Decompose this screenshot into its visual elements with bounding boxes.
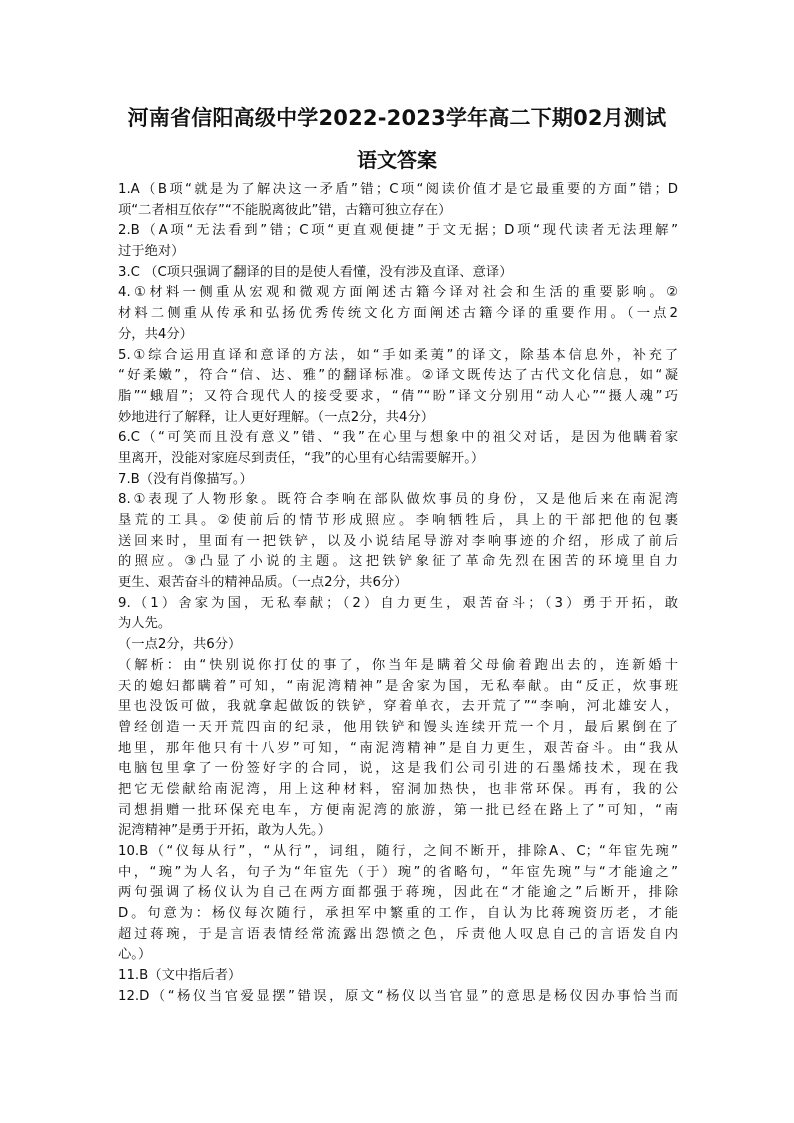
text-line: （一点2分，共6分） xyxy=(118,637,242,653)
text-line: 曾经创造一天开荒四亩的纪录，他用铁铲和馒头连续开荒一个月，最后累倒在了 xyxy=(118,719,678,735)
text-line: D。句意为：杨仪每次随行，承担军中繁重的工作，自认为比蒋琬资历老，才能 xyxy=(118,906,678,922)
text-line: 5.①综合运用直译和意译的方法，如“手如柔荑”的译文，除基本信息外，补充了 xyxy=(118,347,678,363)
text-line: 8.①表现了人物形象。既符合李响在部队做炊事员的身份，又是他后来在南泥湾 xyxy=(118,492,678,508)
text-line: 垦荒的工具。②使前后的情节形成照应。李响牺牲后，具上的干部把他的包裹 xyxy=(118,513,678,528)
text-line: 为人先。 xyxy=(118,616,172,632)
document-title: 河南省信阳高级中学2022-2023学年高二下期02月测试 xyxy=(127,106,667,130)
text-line: 1.A（B项“就是为了解决这一矛盾”错；C项“阅读价值才是它最重要的方面”错；D xyxy=(118,182,678,197)
text-line: 9.（1）舍家为国，无私奉献；（2）自力更生，艰苦奋斗；（3）勇于开拓，敢 xyxy=(118,595,678,611)
document-subtitle: 语文答案 xyxy=(357,148,437,172)
text-line: 过于绝对） xyxy=(118,244,185,260)
text-line: 送回来时，里面有一把铁铲，以及小说结尾导游对李响事迹的介绍，形成了前后 xyxy=(118,533,678,549)
text-line: “好柔嫩”，符合“信、达、雅”的翻译标准。②译文既传达了古代文化信息，如“凝 xyxy=(118,368,678,384)
text-line: 地里，那年他只有十八岁”可知，“南泥湾精神”是自力更生，艰苦奋斗。由“我从 xyxy=(118,740,678,756)
text-line: 3.C （C项只强调了翻译的目的是使人看懂，没有涉及直译、意译） xyxy=(118,264,513,280)
text-line: 的照应。③凸显了小说的主题。这把铁铲象征了革命先烈在困苦的环境里自力 xyxy=(118,554,678,570)
text-line: 司想捐赠一批环保充电车，方便南泥湾的旅游，第一批已经在路上了”可知，“南 xyxy=(118,802,678,818)
text-line: 天的媳妇都瞒着”可知，“南泥湾精神”是舍家为国，无私奉献。由“反正，炊事班 xyxy=(118,678,678,694)
answer-body xyxy=(118,180,678,1008)
text-line: 分，共4分） xyxy=(118,326,193,342)
text-line: 中，“琬”为人名，句子为“年宦先（于）琬”的省略句，“年宦先琬”与“才能逾之” xyxy=(118,864,678,880)
text-line: 更生、艰苦奋斗的精神品质。（一点2分，共6分） xyxy=(118,575,408,591)
text-line: （解析：由“快别说你打仗的事了，你当年是瞒着父母偷着跑出去的，连新婚十 xyxy=(118,657,678,673)
text-line: 11.B（文中指后者） xyxy=(118,968,242,984)
text-line: 12.D（“杨仪当官爱显摆”错误，原文“杨仪以当官显”的意思是杨仪因办事恰当而 xyxy=(118,988,678,1004)
text-line: 脂”“蛾眉”；又符合现代人的接受要求，“倩”“盼”译文分别用“动人心”“摄人魂”巧 xyxy=(118,388,678,404)
text-line: 2.B（A项“无法看到”错；C项“更直观便捷”于文无据；D项“现代读者无法理解” xyxy=(118,223,678,239)
text-line: 里离开，没能对家庭尽到责任，“我”的心里有心结需要解开。） xyxy=(118,450,485,466)
text-line: 超过蒋琬，于是言语表情经常流露出怨愤之色，斥责他人叹息自己的言语发自内 xyxy=(118,926,678,942)
text-line: 心。） xyxy=(118,947,152,963)
text-line: 7.B（没有肖像描写。） xyxy=(118,471,253,487)
text-line: 里也没饭可做，我就拿起做饭的铁铲，穿着单衣，去开荒了”“李响，河北雄安人， xyxy=(118,699,678,715)
text-line: 4.①材料一侧重从宏观和微观方面阐述古籍今译对社会和生活的重要影响。② xyxy=(118,285,678,301)
text-line: 把它无偿献给南泥湾，用上这种材料，窑洞加热快，也非常环保。再有，我的公 xyxy=(118,781,678,797)
text-line: 两句强调了杨仪认为自己在两方面都强于蒋琬，因此在“才能逾之”后断开，排除 xyxy=(118,885,678,901)
text-line: 材料二侧重从传承和弘扬优秀传统文化方面阐述古籍今译的重要作用。（一点2 xyxy=(118,306,678,322)
text-line: 项“二者相互依存”“不能脱离彼此”错，古籍可独立存在） xyxy=(118,202,452,218)
text-line: 10.B（“仪每从行”，“从行”，词组，随行，之间不断开，排除A、C；“年宦先琬” xyxy=(118,844,678,859)
text-line: 6.C（“可笑而且没有意义”错、“我”在心里与想象中的祖父对话，是因为他瞒着家 xyxy=(118,430,678,446)
text-line: 妙地进行了解释，让人更好理解。（一点2分，共4分） xyxy=(118,409,435,425)
text-line: 电脑包里拿了一份签好字的合同，说，这是我们公司引进的石墨烯技术，现在我 xyxy=(118,761,678,777)
text-line: 泥湾精神”是勇于开拓，敢为人先。） xyxy=(118,823,331,839)
